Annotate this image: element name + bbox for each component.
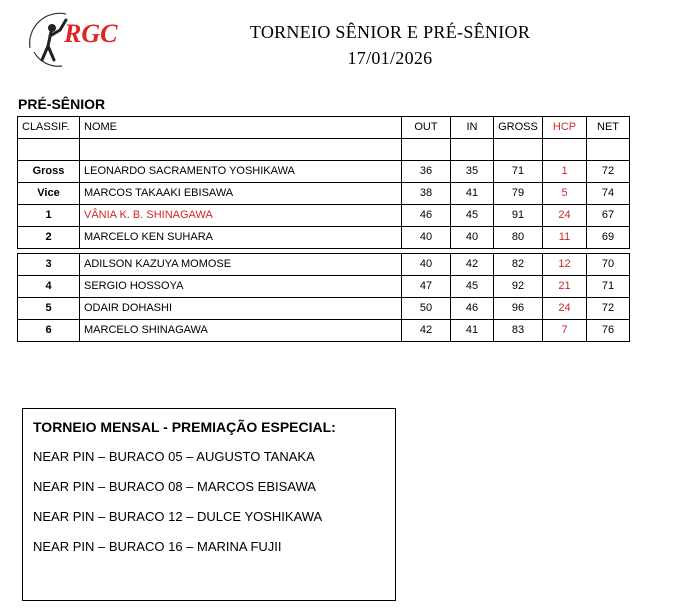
gross-cell: 82 [494, 254, 543, 276]
hcp-cell: 12 [543, 254, 587, 276]
in-cell: 45 [451, 276, 494, 298]
gross-cell: 71 [494, 161, 543, 183]
hcp-cell: 5 [543, 183, 587, 205]
col-out: OUT [402, 117, 451, 139]
table-row [18, 205, 630, 227]
classif-cell: 2 [18, 227, 80, 249]
net-cell: 69 [587, 227, 630, 249]
gross-cell: 83 [494, 320, 543, 342]
name-cell: MARCELO KEN SUHARA [80, 227, 402, 249]
in-cell: 41 [451, 183, 494, 205]
prize-item: NEAR PIN – BURACO 05 – AUGUSTO TANAKA [33, 449, 315, 464]
out-cell: 40 [402, 227, 451, 249]
special-prize-box [22, 408, 396, 601]
classif-cell: 3 [18, 254, 80, 276]
prize-item: NEAR PIN – BURACO 12 – DULCE YOSHIKAWA [33, 509, 323, 524]
net-cell: 67 [587, 205, 630, 227]
tournament-date: 17/01/2026 [347, 48, 433, 68]
col-net: NET [587, 117, 630, 139]
col-hcp: HCP [543, 117, 587, 139]
hcp-cell: 24 [543, 205, 587, 227]
classif-cell: 4 [18, 276, 80, 298]
classif-cell: Gross [18, 161, 80, 183]
classif-cell: 6 [18, 320, 80, 342]
table-header-row [18, 117, 630, 139]
in-cell: 35 [451, 161, 494, 183]
name-cell: MARCOS TAKAAKI EBISAWA [80, 183, 402, 205]
out-cell: 46 [402, 205, 451, 227]
net-cell: 74 [587, 183, 630, 205]
table-row [18, 161, 630, 183]
name-cell: VÂNIA K. B. SHINAGAWA [80, 205, 402, 227]
gross-cell: 80 [494, 227, 543, 249]
table-row [18, 276, 630, 298]
net-cell: 72 [587, 161, 630, 183]
section-title: PRÉ-SÊNIOR [18, 96, 106, 112]
net-cell: 76 [587, 320, 630, 342]
prize-item: NEAR PIN – BURACO 08 – MARCOS EBISAWA [33, 479, 316, 494]
club-logo [26, 8, 118, 70]
out-cell: 36 [402, 161, 451, 183]
out-cell: 40 [402, 254, 451, 276]
name-cell: SERGIO HOSSOYA [80, 276, 402, 298]
out-cell: 42 [402, 320, 451, 342]
net-cell: 71 [587, 276, 630, 298]
table-row [18, 320, 630, 342]
in-cell: 45 [451, 205, 494, 227]
table-row [18, 183, 630, 205]
classif-cell: Vice [18, 183, 80, 205]
prize-heading: TORNEIO MENSAL - PREMIAÇÃO ESPECIAL: [33, 419, 336, 435]
net-cell: 72 [587, 298, 630, 320]
table-row [18, 227, 630, 249]
in-cell: 41 [451, 320, 494, 342]
gross-cell: 96 [494, 298, 543, 320]
col-gross: GROSS [494, 117, 543, 139]
gross-cell: 91 [494, 205, 543, 227]
classif-cell: 1 [18, 205, 80, 227]
logo-text: RGC [64, 19, 118, 48]
net-cell: 70 [587, 254, 630, 276]
out-cell: 47 [402, 276, 451, 298]
table-row [18, 254, 630, 276]
in-cell: 40 [451, 227, 494, 249]
gross-cell: 92 [494, 276, 543, 298]
in-cell: 42 [451, 254, 494, 276]
results-table-top [17, 116, 630, 249]
out-cell: 50 [402, 298, 451, 320]
classif-cell: 5 [18, 298, 80, 320]
table-row [18, 298, 630, 320]
hcp-cell: 1 [543, 161, 587, 183]
name-cell: LEONARDO SACRAMENTO YOSHIKAWA [80, 161, 402, 183]
name-cell: ADILSON KAZUYA MOMOSE [80, 254, 402, 276]
col-nome: NOME [80, 117, 402, 139]
name-cell: ODAIR DOHASHI [80, 298, 402, 320]
out-cell: 38 [402, 183, 451, 205]
hcp-cell: 21 [543, 276, 587, 298]
col-classif: CLASSIF. [18, 117, 80, 139]
col-in: IN [451, 117, 494, 139]
hcp-cell: 7 [543, 320, 587, 342]
hcp-cell: 24 [543, 298, 587, 320]
in-cell: 46 [451, 298, 494, 320]
hcp-cell: 11 [543, 227, 587, 249]
prize-item: NEAR PIN – BURACO 16 – MARINA FUJII [33, 539, 282, 554]
tournament-title: TORNEIO SÊNIOR E PRÉ-SÊNIOR [249, 22, 531, 42]
results-table-bottom [17, 253, 630, 342]
gross-cell: 79 [494, 183, 543, 205]
name-cell: MARCELO SHINAGAWA [80, 320, 402, 342]
